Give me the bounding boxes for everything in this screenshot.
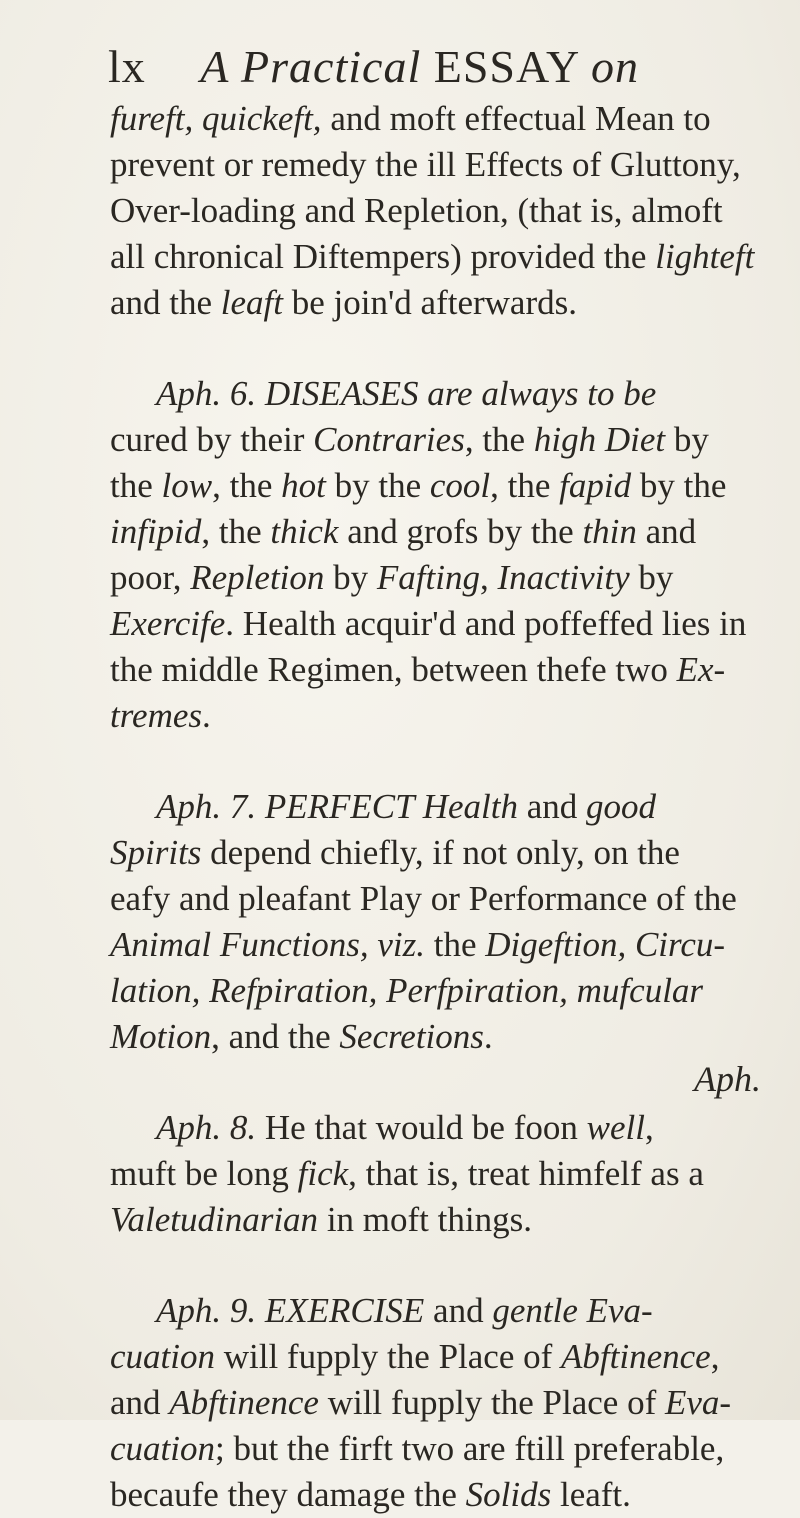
text-line: Aph. 7. PERFECT Health and good [156,787,657,826]
aphorism-9 [110,1288,800,1518]
page-number: lx [108,41,146,92]
text-line: cuation will fupply the Place of Abftinence, [110,1337,720,1376]
header-title-on: on [591,41,640,92]
text-line: eafy and pleafant Play or Performance of the [110,879,737,918]
text-line: Valetudinarian in moft things. [110,1200,532,1239]
running-header [108,40,668,93]
body-text [110,96,800,1518]
header-title-caps: ESSAY [433,41,592,92]
text-line: fureft, quickeft, and moft effectual Mean to [110,99,711,138]
text-line: Spirits depend chiefly, if not only, on the [110,833,680,872]
header-title-italic: A Practical [200,41,422,92]
text-line: Aph. 8. He that would be foon well, [156,1108,654,1147]
text-line: the middle Regimen, between thefe two Ex- [110,650,726,689]
text-line: cuation; but the firft two are ftill preferable, [110,1429,725,1468]
text-line: all chronical Diftempers) provided the lighteft [110,237,755,276]
text-line: Aph. 6. DISEASES are always to be [156,374,657,413]
text-line: muft be long fick, that is, treat himfelf as a [110,1154,704,1193]
text-line: becaufe they damage the Solids leaft. [110,1475,631,1514]
text-line: prevent or remedy the ill Effects of Gluttony, [110,145,741,184]
aphorism-6 [110,371,800,739]
aphorism-7 [110,784,800,1060]
text-line: cured by their Contraries, the high Diet by [110,420,709,459]
text-line: Aph. 9. EXERCISE and gentle Eva- [156,1291,653,1330]
text-line: Exercife. Health acquir'd and poffeffed lies in [110,604,747,643]
text-line: and the leaft be join'd afterwards. [110,283,577,322]
text-line: infipid, the thick and grofs by the thin and [110,512,697,551]
catchword: Aph. [694,1059,761,1099]
text-line: the low, the hot by the cool, the fapid by the [110,466,727,505]
text-line: tremes. [110,696,211,735]
paragraph-continuation [110,96,800,326]
text-line: and Abftinence will fupply the Place of Eva- [110,1383,732,1422]
text-line: poor, Repletion by Fafting, Inactivity by [110,558,674,597]
aphorism-8 [110,1105,800,1243]
text-line: lation, Refpiration, Perfpiration, mufcular [110,971,704,1010]
text-line: Animal Functions, viz. the Digeftion, Circu- [110,925,726,964]
text-line: Over-loading and Repletion, (that is, almoft [110,191,723,230]
text-line: Motion, and the Secretions. [110,1017,493,1056]
